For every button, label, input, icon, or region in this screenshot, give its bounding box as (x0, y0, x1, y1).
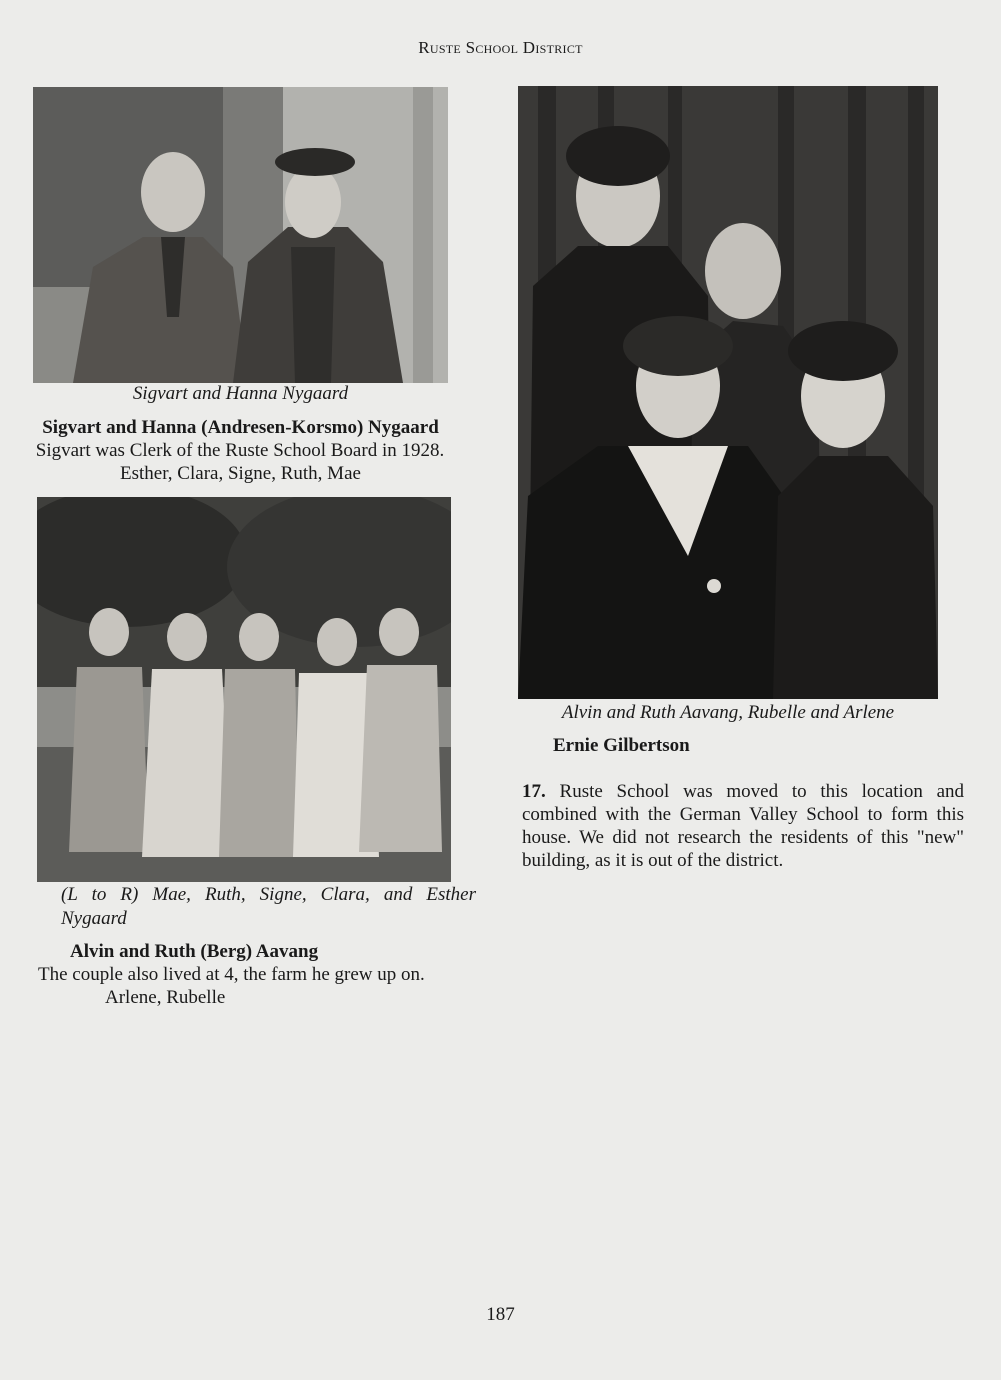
photo2-caption-line1: (L to R) Mae, Ruth, Signe, Clara, and Esther (61, 884, 476, 905)
entry1-name: Sigvart and Hanna (Andresen-Korsmo) Nygaard (42, 417, 439, 438)
entry4-number: 17. (522, 781, 546, 802)
photo-nygaard-sisters (37, 497, 451, 882)
entry2-line2: Arlene, Rubelle (105, 987, 226, 1008)
page-number: 187 (486, 1304, 515, 1325)
photo1-caption: Sigvart and Hanna Nygaard (132, 383, 349, 404)
entry4-paragraph (522, 780, 964, 872)
entry3-name: Ernie Gilbertson (553, 735, 690, 756)
entry4-text: Ruste School was moved to this location and combined with the German Valley School to form this house. We did not research the residents of this "new" building, as it is out of the district. (522, 781, 965, 871)
photo-aavang-family (518, 86, 938, 699)
entry1-line2: Esther, Clara, Signe, Ruth, Mae (120, 463, 361, 484)
entry1-line1: Sigvart was Clerk of the Ruste School Board in 1928. (35, 440, 445, 461)
photo2-caption-line2: Nygaard (61, 908, 127, 929)
entry2-line1: The couple also lived at 4, the farm he grew up on. (38, 964, 425, 985)
entry2-name: Alvin and Ruth (Berg) Aavang (70, 941, 319, 962)
photo-sigvart-hanna (33, 87, 448, 383)
running-head: Ruste School District (418, 38, 583, 57)
photo3-caption: Alvin and Ruth Aavang, Rubelle and Arlene (561, 702, 895, 723)
